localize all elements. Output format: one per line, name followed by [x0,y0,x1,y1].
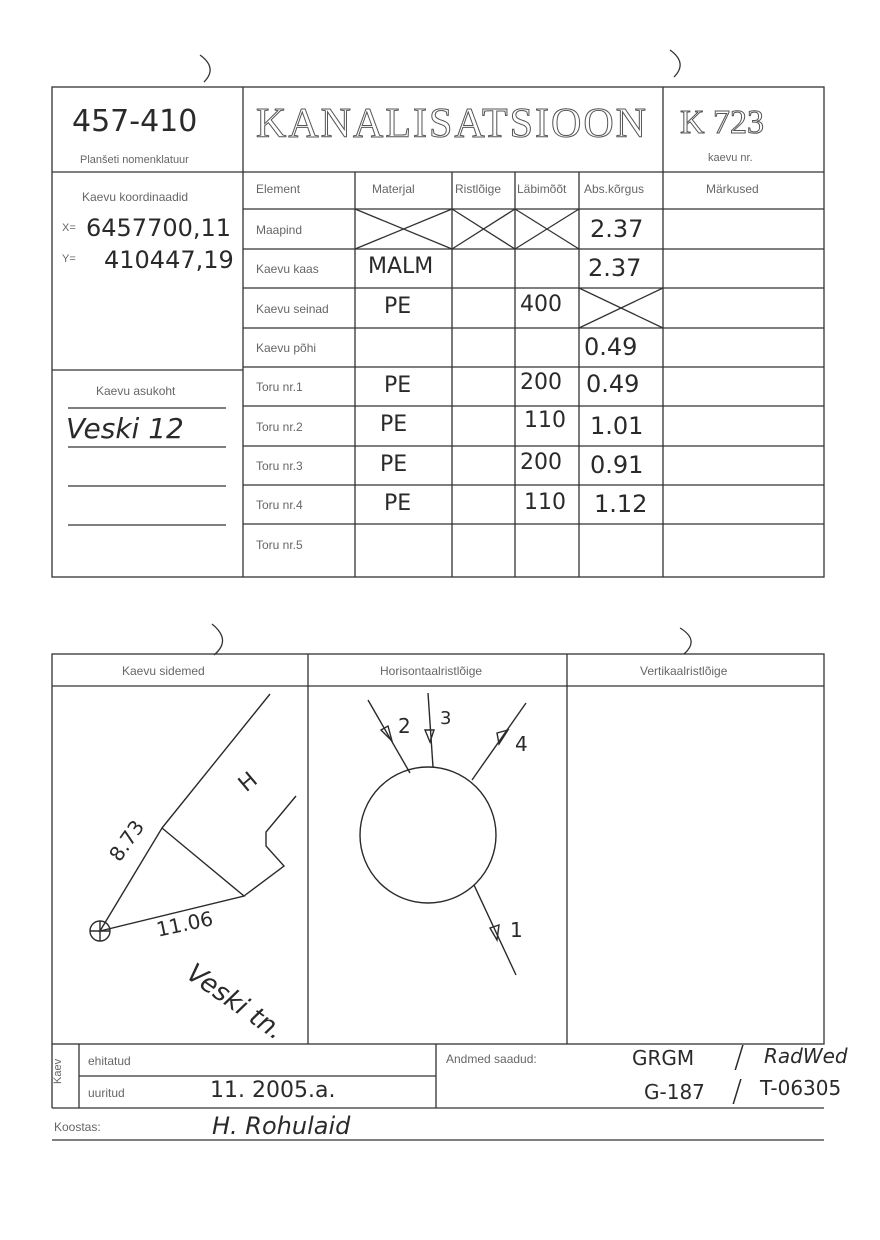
row-element: Kaevu seinad [256,302,329,316]
source-value-2a: RadWed [764,1044,848,1068]
source-value-1b: G-187 [644,1080,705,1104]
row-element: Toru nr.2 [256,420,303,434]
well-code: K 723 [680,104,765,141]
row-material: PE [380,452,408,477]
row-material: PE [380,412,408,437]
binder-hole-mark [680,628,691,654]
row-element: Toru nr.4 [256,498,303,512]
row-element: Kaevu kaas [256,262,319,276]
col-element: Element [256,182,301,196]
row-material: MALM [368,254,434,279]
row-height: 1.12 [594,490,648,518]
row-element: Toru nr.3 [256,459,303,473]
horizontal-section-sketch [360,693,526,975]
row-element: Toru nr.1 [256,380,303,394]
checked-value: 11. 2005.a. [210,1078,336,1103]
col-material: Materjal [372,182,415,196]
row-height: 2.37 [588,254,642,282]
y-value: 410447,19 [104,246,234,274]
x-label: X= [62,222,76,234]
location-value: Veski 12 [66,412,184,445]
row-material: PE [384,373,412,398]
row-height: 0.91 [590,451,644,479]
pipe-number-4: 4 [515,732,528,756]
source-value-1a: GRGM [632,1046,695,1070]
row-height: 0.49 [584,333,638,361]
sketch-house-mark: H [233,767,263,798]
vertical-section-header: Vertikaalristlõige [640,664,728,678]
well-tie-sketch [90,694,296,941]
x-value: 6457700,11 [86,214,232,242]
nomenclature-value: 457-410 [72,104,198,139]
form-title: KANALISATSIOON [256,101,648,147]
sketch-street-name: Veski tn. [180,958,290,1047]
row-diameter: 200 [520,370,562,395]
sketch-distance-2: 11.06 [154,906,216,942]
coords-label: Kaevu koordinaadid [82,190,189,204]
checked-label: uuritud [88,1086,125,1100]
col-cross: Ristlõige [455,182,502,196]
pipe-number-1: 1 [510,918,523,942]
row-material: PE [384,491,412,516]
row-height: 0.49 [586,370,640,398]
links-header: Kaevu sidemed [122,664,205,678]
author-value: H. Rohulaid [212,1112,351,1140]
col-diameter: Läbimõõt [517,182,567,196]
source-value-2b: T-06305 [760,1076,842,1100]
separator-slash: / [732,1074,743,1109]
row-diameter: 200 [520,450,562,475]
source-label: Andmed saadud: [446,1052,537,1066]
row-diameter: 110 [524,408,566,433]
y-label: Y= [62,253,76,265]
row-diameter: 400 [520,292,562,317]
col-height: Abs.kõrgus [584,182,645,196]
row-element: Kaevu põhi [256,341,317,355]
built-label: ehitatud [88,1054,131,1068]
pipe-number-2: 2 [398,714,411,738]
sketch-distance-1: 8.73 [104,815,150,866]
binder-hole-mark [200,55,210,82]
horizontal-section-header: Horisontaalristlõige [380,664,483,678]
author-label: Koostas: [54,1120,101,1134]
row-height: 1.01 [590,412,644,440]
location-label: Kaevu asukoht [96,384,176,398]
separator-slash: / [734,1040,745,1075]
pipe-number-3: 3 [440,708,452,729]
well-side-label: Kaev [52,1058,64,1084]
row-material: PE [384,294,412,319]
row-element: Toru nr.5 [256,538,303,552]
nomenclature-label: Planšeti nomenklatuur [80,154,189,166]
row-diameter: 110 [524,490,566,515]
row-element: Maapind [256,223,303,237]
binder-hole-mark [212,624,223,655]
well-no-label: kaevu nr. [708,152,753,164]
col-notes: Märkused [706,182,759,196]
row-height: 2.37 [590,215,644,243]
binder-hole-mark [670,50,680,77]
